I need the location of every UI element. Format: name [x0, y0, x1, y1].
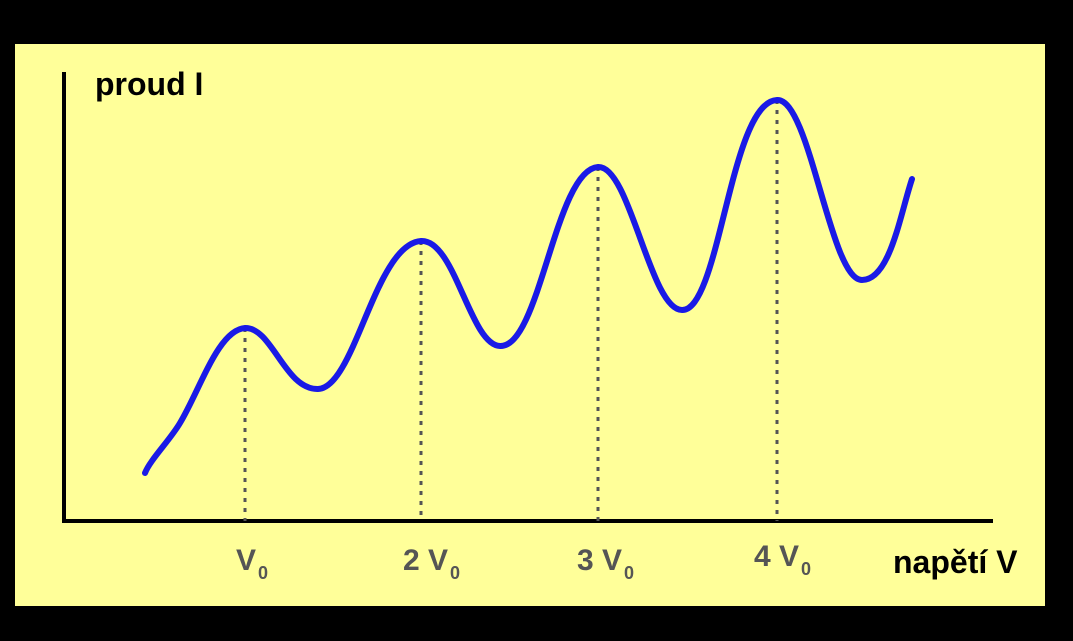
tick-label-2: 2 V $_0$: [403, 544, 461, 583]
tick-label-3: 3 V $_0$: [577, 544, 635, 583]
y-axis-label: proud I: [95, 66, 204, 102]
franck-hertz-curve: [145, 100, 912, 473]
tick-label-1: V $_0$: [236, 544, 269, 583]
tick-label-4: 4 V $_0$: [754, 540, 812, 579]
x-axis-label: napětí V: [893, 544, 1018, 580]
